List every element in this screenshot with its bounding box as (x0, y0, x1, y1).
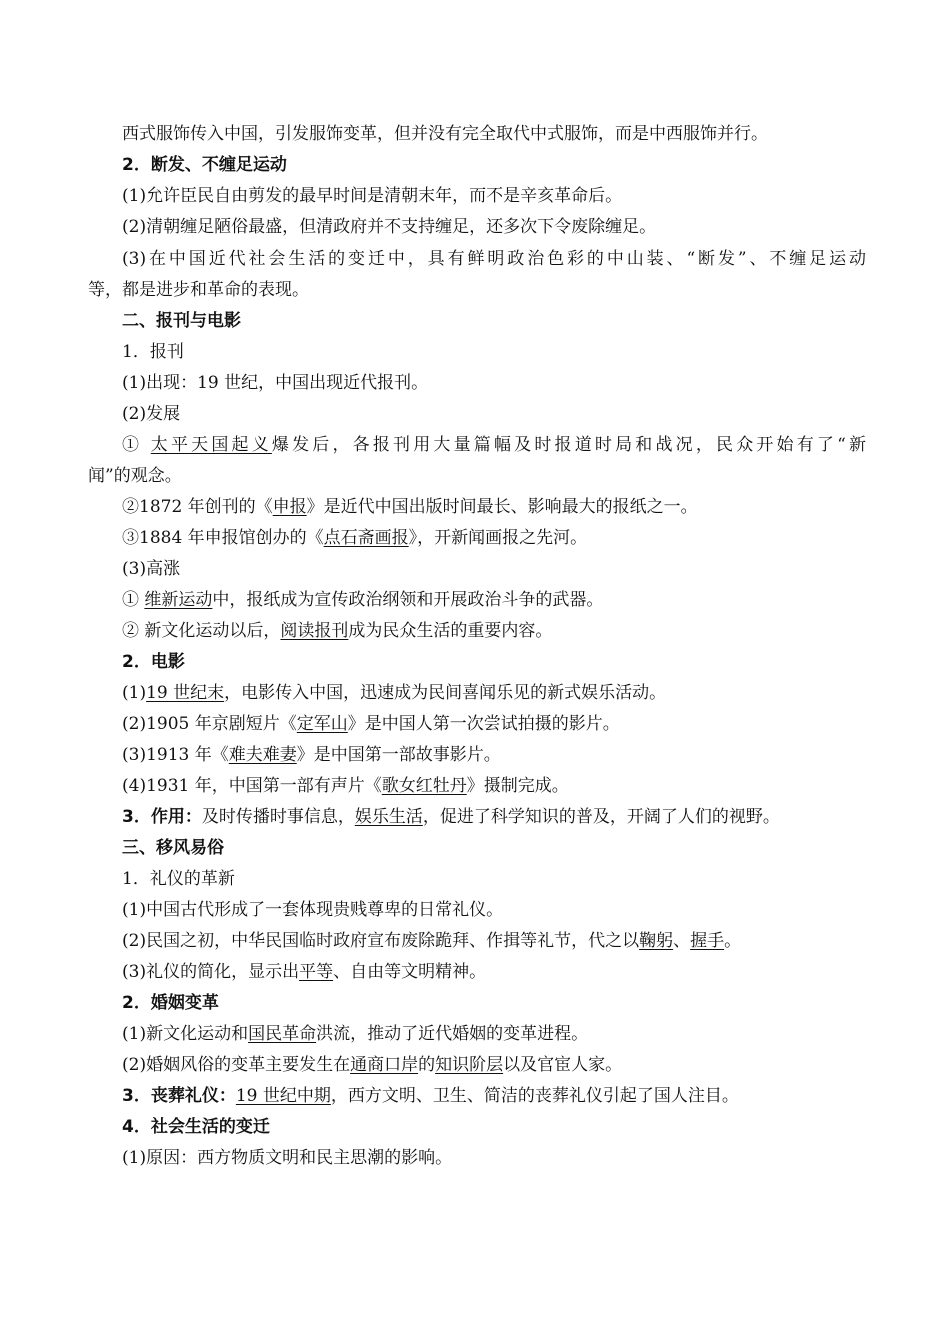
text-run: (4)1931 年，中国第一部有声片《 (122, 776, 382, 796)
underlined-term: 娱乐生活 (354, 807, 423, 827)
text-run: (2)1905 年京剧短片《 (122, 714, 297, 734)
text-run: ③1884 年申报馆创办的《 (122, 528, 324, 548)
paragraph-line (122, 496, 866, 518)
text-run: 洪流，推动了近代婚姻的变革进程。 (316, 1024, 589, 1044)
paragraph-line (122, 899, 866, 921)
text-run: 的 (418, 1055, 436, 1075)
text-run: (1)出现：19 世纪，中国出现近代报刊。 (122, 373, 429, 393)
text-run: (2)民国之初，中华民国临时政府宣布废除跪拜、作揖等礼节，代之以 (122, 931, 640, 951)
paragraph-line (122, 744, 866, 766)
paragraph-line (122, 620, 866, 642)
text-run: (2)清朝缠足陋俗最盛，但清政府并不支持缠足，还多次下令废除缠足。 (122, 217, 657, 237)
paragraph-line (122, 775, 866, 797)
paragraph-line (122, 1023, 866, 1045)
text-run: 。 (724, 931, 742, 951)
section-heading (122, 651, 866, 673)
text-run: 成为民众生活的重要内容。 (348, 621, 553, 641)
text-run: 、自由等文明精神。 (333, 962, 487, 982)
underlined-term: 19 世纪末 (146, 683, 225, 703)
text-run: (1)中国古代形成了一套体现贵贱尊卑的日常礼仪。 (122, 900, 504, 920)
text-run: ① (122, 435, 151, 455)
text-run: (1)原因：西方物质文明和民主思潮的影响。 (122, 1148, 453, 1168)
text-run: (2)发展 (122, 404, 181, 424)
paragraph-line (122, 930, 866, 952)
underlined-term: 国民革命 (248, 1024, 317, 1044)
text-run: 》是近代中国出版时间最长、影响最大的报纸之一。 (306, 497, 698, 517)
paragraph-line (122, 403, 866, 425)
underlined-term: 通商口岸 (350, 1055, 419, 1075)
text-run: ，促进了科学知识的普及，开阔了人们的视野。 (422, 807, 780, 827)
paragraph-line (88, 279, 866, 301)
text-run: (1)允许臣民自由剪发的最早时间是清朝末年，而不是辛亥革命后。 (122, 186, 623, 206)
section-heading (122, 1116, 866, 1138)
text-run: (1)新文化运动和 (122, 1024, 249, 1044)
paragraph-line (122, 589, 866, 611)
paragraph-line (122, 372, 866, 394)
underlined-term: 难夫难妻 (228, 745, 297, 765)
section-heading (122, 310, 866, 332)
paragraph-line (122, 961, 866, 983)
section-heading (122, 837, 866, 859)
paragraph-line (88, 465, 866, 487)
text-run: 二、报刊与电影 (122, 311, 241, 331)
text-run: 》摄制完成。 (466, 776, 569, 796)
text-run: 》是中国第一部故事影片。 (296, 745, 501, 765)
paragraph-line (122, 527, 866, 549)
text-run: 2．婚姻变革 (122, 993, 219, 1013)
paragraph-line (122, 123, 866, 145)
paragraph-line (122, 216, 866, 238)
underlined-term: 握手 (690, 931, 725, 951)
underlined-term: 19 世纪中期 (235, 1086, 331, 1106)
bold-label: 3．作用： (122, 807, 202, 827)
underlined-term: 歌女红牡丹 (381, 776, 467, 796)
subsection-heading (122, 341, 866, 363)
text-run: 》，开新闻画报之先河。 (408, 528, 588, 548)
underlined-term: 定军山 (296, 714, 348, 734)
paragraph-line (122, 248, 866, 270)
text-run: 西式服饰传入中国，引发服饰变革，但并没有完全取代中式服饰，而是中西服饰并行。 (122, 124, 768, 144)
text-run: 1．报刊 (122, 342, 184, 362)
underlined-term: 鞠躬 (639, 931, 674, 951)
text-run: (3)高涨 (122, 559, 181, 579)
text-run: ②1872 年创刊的《 (122, 497, 273, 517)
paragraph-line (122, 682, 866, 704)
text-run: ，西方文明、卫生、简洁的丧葬礼仪引起了国人注目。 (330, 1086, 739, 1106)
text-run: 以及官宦人家。 (503, 1055, 623, 1075)
text-run: 1．礼仪的革新 (122, 869, 235, 889)
text-run: ② 新文化运动以后， (122, 621, 281, 641)
paragraph-line (122, 185, 866, 207)
underlined-term: 知识阶层 (435, 1055, 504, 1075)
paragraph-line (122, 1147, 866, 1169)
text-run: 中，报纸成为宣传政治纲领和开展政治斗争的武器。 (212, 590, 604, 610)
text-run: (1) (122, 683, 147, 703)
text-run: 4．社会生活的变迁 (122, 1117, 270, 1137)
paragraph-line (122, 558, 866, 580)
underlined-term: 点石斋画报 (323, 528, 409, 548)
paragraph-line (122, 713, 866, 735)
text-run: 三、移风易俗 (122, 838, 224, 858)
text-run: (3)礼仪的简化，显示出 (122, 962, 300, 982)
subsection-heading (122, 868, 866, 890)
paragraph-line (122, 434, 866, 456)
text-run: 等，都是进步和革命的表现。 (88, 280, 309, 300)
text-run: 、 (673, 931, 691, 951)
section-heading (122, 154, 866, 176)
text-run: 及时传播时事信息， (201, 807, 355, 827)
text-run: 》是中国人第一次尝试拍摄的影片。 (347, 714, 620, 734)
text-run: ① (122, 590, 145, 610)
text-run: ，电影传入中国，迅速成为民间喜闻乐见的新式娱乐活动。 (224, 683, 667, 703)
paragraph-line (122, 806, 866, 828)
underlined-term: 平等 (299, 962, 334, 982)
text-run: 2．断发、不缠足运动 (122, 155, 287, 175)
text-run: (2)婚姻风俗的变革主要发生在 (122, 1055, 351, 1075)
text-run: 爆发后，各报刊用大量篇幅及时报道时局和战况，民众开始有了“新 (271, 435, 866, 455)
underlined-term: 太平天国起义 (150, 435, 272, 455)
text-run: 闻”的观念。 (88, 466, 182, 486)
text-run: (3)在中国近代社会生活的变迁中，具有鲜明政治色彩的中山装、“断发”、不缠足运动 (122, 249, 866, 269)
section-heading (122, 992, 866, 1014)
underlined-term: 维新运动 (144, 590, 213, 610)
paragraph-line (122, 1054, 866, 1076)
text-run: (3)1913 年《 (122, 745, 229, 765)
paragraph-line (122, 1085, 866, 1107)
underlined-term: 申报 (272, 497, 307, 517)
underlined-term: 阅读报刊 (280, 621, 349, 641)
text-run: 2．电影 (122, 652, 185, 672)
bold-label: 3．丧葬礼仪： (122, 1086, 236, 1106)
